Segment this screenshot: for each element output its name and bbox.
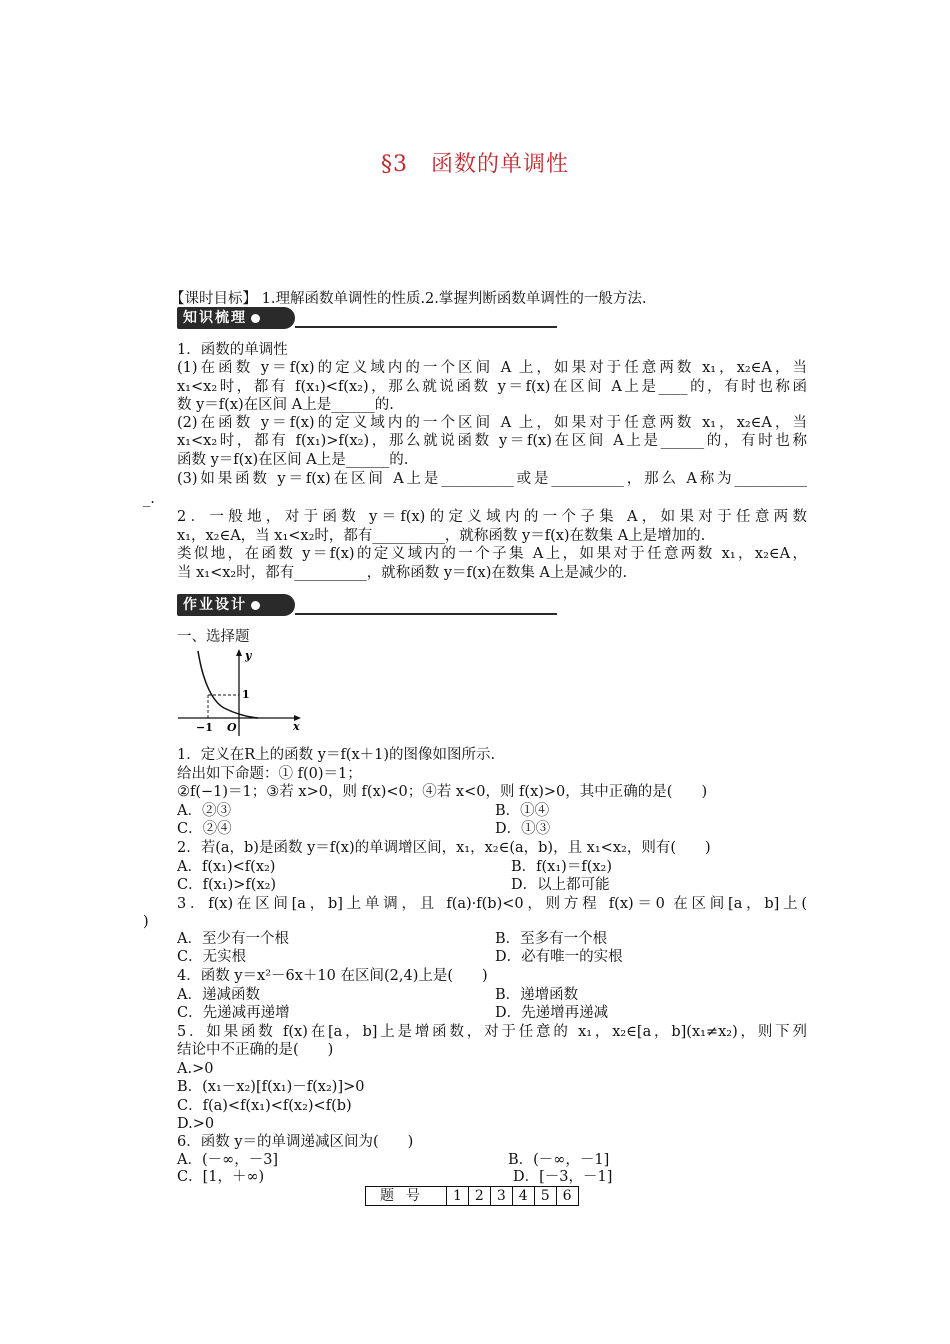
- knowledge-line: x₁，x₂∈A，当 x₁<x₂时，都有__________，就称函数 y＝f(x)在数集 A上是增加的.: [177, 528, 706, 544]
- option-a: A．f(x₁)<f(x₂): [177, 859, 276, 875]
- option-b: B．至多有一个根: [495, 931, 608, 947]
- option-c: C．②④: [177, 821, 232, 837]
- question-4-stem: 4．函数 y＝x²－6x＋10 在区间(2,4)上是( ): [177, 968, 488, 984]
- question-3-cont: ): [143, 914, 149, 930]
- section-label: 作业设计: [177, 594, 295, 616]
- tick-label-x: −1: [196, 721, 213, 734]
- knowledge-line: 函数 y＝f(x)在区间 A上是______的.: [177, 452, 409, 468]
- option-a: A．至少有一个根: [177, 931, 289, 947]
- knowledge-line: (2)在函数 y＝f(x)的定义域内的一个区间 A 上，如果对于任意两数 x₁，x₂∈A，当: [177, 415, 807, 431]
- knowledge-line: _.: [143, 491, 155, 507]
- option-a: A．(－∞，－3]: [177, 1152, 279, 1168]
- option-c: C．f(x₁)>f(x₂): [177, 877, 277, 893]
- origin-label: O: [227, 721, 237, 734]
- question-1-line: 给出如下命题：① f(0)＝1；: [177, 766, 362, 782]
- page-title: §3 函数的单调性: [381, 152, 569, 177]
- bullet-dot-icon: [251, 314, 260, 323]
- option-c: C．先递减再递增: [177, 1005, 290, 1021]
- answer-cell[interactable]: 1: [447, 1187, 469, 1206]
- knowledge-line: 1．函数的单调性: [177, 342, 288, 358]
- option-d: D．[－3，－1]: [513, 1169, 613, 1185]
- answer-cell[interactable]: 2: [468, 1187, 490, 1206]
- knowledge-line: x₁<x₂时，都有 f(x₁)>f(x₂)，那么就说函数 y＝f(x)在区间 A上是______的，有时也称: [177, 433, 807, 449]
- question-3-stem: 3．f(x)在区间[a，b]上单调，且 f(a)·f(b)<0，则方程 f(x)＝0 在区间[a，b]上(: [177, 896, 807, 912]
- table-head-cell: 题号: [366, 1187, 447, 1206]
- section-header-knowledge: [177, 307, 557, 329]
- option-a: A．②③: [177, 803, 231, 819]
- option-b: B．①④: [495, 803, 550, 819]
- question-2-stem: 2．若(a，b)是函数 y＝f(x)的单调增区间，x₁，x₂∈(a，b)，且 x₁<x₂，则有( ): [177, 840, 711, 856]
- question-5-stem: 5．如果函数 f(x)在[a，b]上是增函数，对于任意的 x₁，x₂∈[a，b](x₁≠x₂)，则下列: [177, 1024, 807, 1040]
- knowledge-line: 数 y＝f(x)在区间 A上是______的.: [177, 397, 394, 413]
- option-d: D.>0: [177, 1116, 215, 1132]
- y-axis-arrow-icon: [236, 649, 242, 656]
- bullet-dot-icon: [251, 601, 260, 610]
- answer-cell[interactable]: 5: [534, 1187, 556, 1206]
- option-d: D．必有唯一的实根: [495, 949, 623, 965]
- knowledge-line: 当 x₁<x₂时，都有__________，就称函数 y＝f(x)在数集 A上是减少的.: [177, 565, 628, 581]
- section-rule: [295, 326, 557, 328]
- x-axis-label: x: [293, 720, 300, 733]
- option-d: D．①③: [495, 821, 551, 837]
- answer-cell[interactable]: 4: [512, 1187, 534, 1206]
- knowledge-line: (3)如果函数 y＝f(x)在区间 A上是__________或是__________，那么 A称为__________: [177, 471, 807, 487]
- question-6-stem: 6．函数 y＝的单调递减区间为( ): [177, 1134, 414, 1150]
- answer-table: [365, 1186, 579, 1206]
- section-header-homework: [177, 594, 557, 616]
- option-c: C．无实根: [177, 949, 247, 965]
- section-rule: [295, 613, 557, 615]
- question-5-stem: 结论中不正确的是( ): [177, 1042, 334, 1058]
- question-1-stem: 1．定义在R上的函数 y＝f(x＋1)的图像如图所示.: [177, 747, 496, 763]
- answer-cell[interactable]: 6: [556, 1187, 578, 1206]
- knowledge-line: 类似地，在函数 y＝f(x)的定义域内的一个子集 A上，如果对于任意两数 x₁，x₂∈A，: [177, 546, 807, 562]
- y-axis-label: y: [245, 649, 252, 662]
- tick-label-y: 1: [242, 688, 250, 701]
- option-b: B．(x₁－x₂)[f(x₁)－f(x₂)]>0: [177, 1079, 365, 1095]
- option-b: B．(－∞，－1]: [508, 1152, 610, 1168]
- option-c: C．[1，＋∞): [177, 1169, 265, 1185]
- option-c: C．f(a)<f(x₁)<f(x₂)<f(b): [177, 1098, 352, 1114]
- option-a: A．递减函数: [177, 987, 260, 1003]
- knowledge-line: 2．一般地，对于函数 y＝f(x)的定义域内的一个子集 A，如果对于任意两数: [177, 509, 807, 525]
- knowledge-line: x₁<x₂时，都有 f(x₁)<f(x₂)，那么就说函数 y＝f(x)在区间 A上是____的，有时也称函: [177, 379, 807, 395]
- option-b: B．f(x₁)＝f(x₂): [511, 859, 612, 875]
- option-a: A.>0: [177, 1061, 214, 1077]
- option-d: D．先递增再递减: [495, 1005, 609, 1021]
- lesson-goals: 【课时目标】 1.理解函数单调性的性质.2.掌握判断函数单调性的一般方法.: [170, 291, 647, 307]
- function-graph: [176, 648, 304, 738]
- option-b: B．递增函数: [495, 987, 579, 1003]
- table-row: [366, 1187, 579, 1206]
- knowledge-line: (1)在函数 y＝f(x)的定义域内的一个区间 A 上，如果对于任意两数 x₁，x₂∈A，当: [177, 360, 807, 376]
- option-d: D．以上都可能: [511, 877, 610, 893]
- answer-cell[interactable]: 3: [490, 1187, 512, 1206]
- part-heading: 一、选择题: [177, 629, 250, 645]
- question-1-line: ②f(−1)＝1；③若 x>0，则 f(x)<0；④若 x<0，则 f(x)>0，其中正确的是( ): [177, 784, 708, 800]
- section-label: 知识梳理: [177, 307, 295, 329]
